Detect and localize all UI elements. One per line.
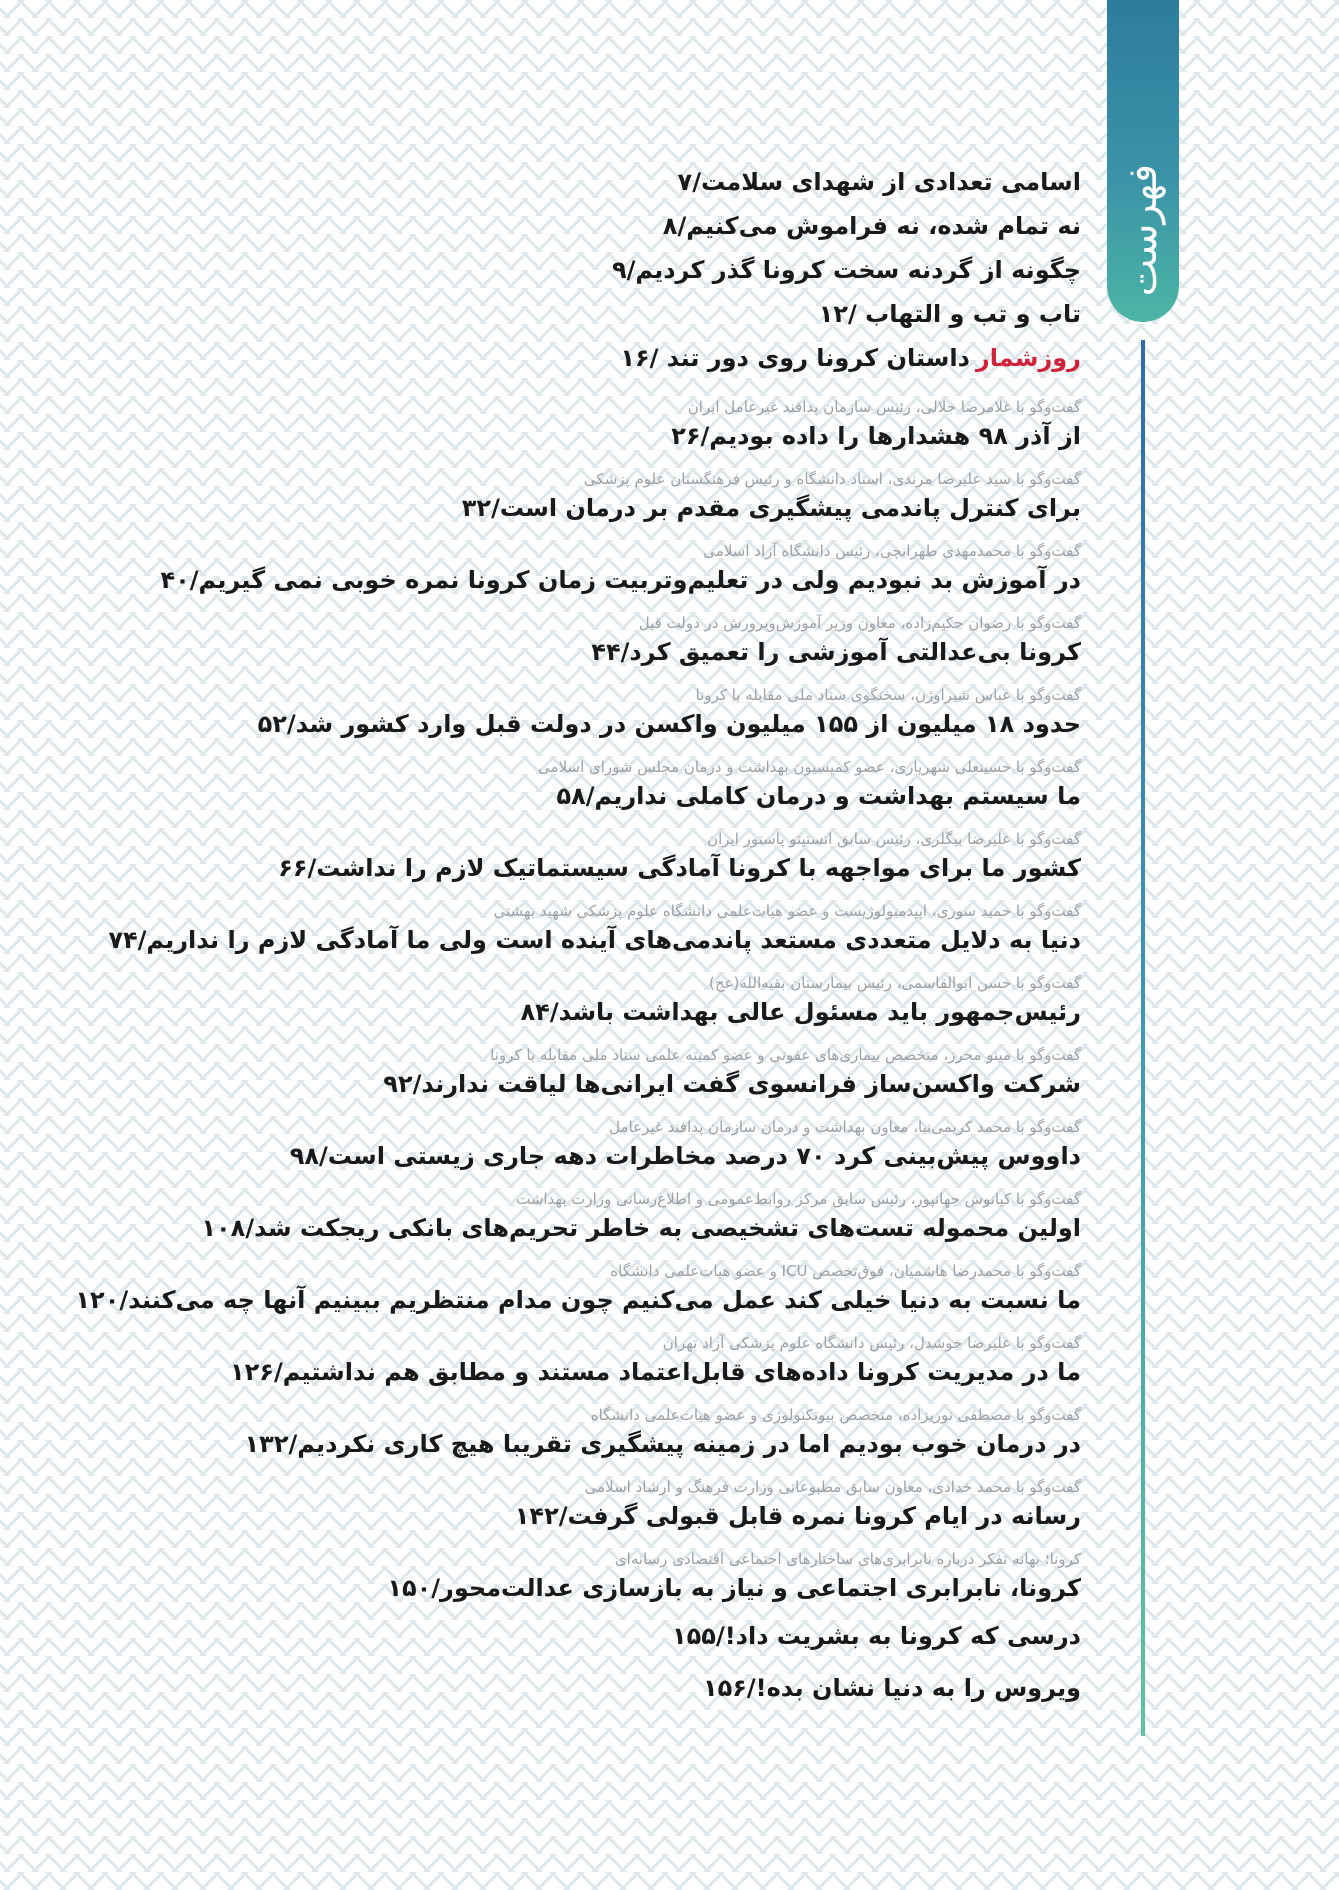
toc-entry-subtitle: گفت‌وگو با مصطفی نوریزاده، متخصص بیوتکنولوژی و عضو هیات‌علمی دانشگاه: [590, 1406, 1081, 1424]
toc-entry-title-text: کرونا بی‌عدالتی آموزشی را تعمیق کرد/۴۴: [591, 638, 1081, 666]
vertical-rule: [1141, 340, 1145, 1736]
toc-entry[interactable]: [281, 204, 1081, 248]
toc-entry-title: [281, 292, 1081, 336]
toc-entry-title-text: درسی که کرونا به بشریت داد!/۱۵۵: [671, 1622, 1081, 1650]
toc-entry[interactable]: [281, 396, 1081, 454]
toc-entry-subtitle: گفت‌وگو با رضوان حکیم‌زاده، معاون وزیر آموزش‌وپرورش در دولت قبل: [638, 614, 1081, 632]
toc-entry-title: [281, 1570, 1081, 1606]
toc-entry-title-text: چگونه از گردنه سخت کرونا گذر کردیم/۹: [611, 256, 1081, 284]
toc-entry-title-text: نه تمام شده، نه فراموش می‌کنیم/۸: [662, 212, 1081, 240]
toc-entry-title: [281, 1498, 1081, 1534]
toc-entry-title-text: داووس پیش‌بینی کرد ۷۰ درصد مخاطرات دهه جاری زیستی است/۹۸: [289, 1142, 1081, 1170]
toc-entry[interactable]: [281, 160, 1081, 204]
toc-entry-title-text: ما سیستم بهداشت و درمان کاملی نداریم/۵۸: [556, 782, 1081, 810]
toc-entry-subtitle: گفت‌وگو با حسن ابوالقاسمی، رئیس بیمارستان بقیه‌الله(عج): [709, 974, 1081, 992]
toc-entry-title-text: در آموزش بد نبودیم ولی در تعلیم‌وتربیت زمان کرونا نمره خوبی نمی گیریم/۴۰: [160, 566, 1081, 594]
toc-entry[interactable]: [281, 1044, 1081, 1102]
toc-entry-title: [281, 1666, 1081, 1710]
toc-entry-title: [281, 204, 1081, 248]
toc-entry-subtitle: گفت‌وگو با عباس شیراوژن، سخنگوی ستاد ملی مقابله با کرونا: [695, 686, 1081, 704]
toc-entry-title: [257, 706, 1081, 742]
toc-entry[interactable]: [281, 1666, 1081, 1710]
toc-entry-title: [281, 994, 1081, 1030]
toc-entry[interactable]: [278, 828, 1081, 886]
toc-entry-title-text: از آذر ۹۸ هشدارها را داده بودیم/۲۶: [671, 422, 1081, 450]
toc-entry[interactable]: [108, 900, 1081, 958]
toc-entry-title-text: رسانه در ایام کرونا نمره قابل قبولی گرفت/۱۴۲: [514, 1502, 1081, 1530]
toc-entry[interactable]: [281, 1116, 1081, 1174]
toc-entry-subtitle: گفت‌وگو با کیانوش جهانپور، رئیس سابق مرکز روابط‌عمومی و اطلاع‌رسانی وزارت بهداشت: [516, 1190, 1081, 1208]
toc-entry-title: [230, 1354, 1081, 1390]
toc-entry[interactable]: [281, 248, 1081, 292]
toc-entry-keyword: روزشمار: [975, 344, 1081, 372]
toc-entry[interactable]: [230, 1332, 1081, 1390]
toc-entry-title-text: رئیس‌جمهور باید مسئول عالی بهداشت باشد/۸۴: [520, 998, 1081, 1026]
toc-entry-title: [281, 634, 1081, 670]
toc-entry[interactable]: [281, 612, 1081, 670]
toc-entry-title-text: تاب و تب و التهاب /۱۲: [818, 300, 1081, 328]
toc-entry[interactable]: [160, 540, 1081, 598]
toc-entry[interactable]: [281, 756, 1081, 814]
toc-entry-subtitle: گفت‌وگو با حمید سوری، اپیدمیولوژیست و عضو هیات‌علمی دانشگاه علوم پزشکی شهید بهشتی: [493, 902, 1081, 920]
toc-entry[interactable]: [244, 1404, 1081, 1462]
side-tab-label: فهرست: [1120, 163, 1166, 296]
toc-entry-title-text: شرکت واکسن‌ساز فرانسوی گفت ایرانی‌ها لیاقت ندارند/۹۲: [383, 1070, 1081, 1098]
toc-entry-title-text: داستان کرونا روی دور تند /۱۶: [620, 344, 970, 372]
toc-entry-subtitle: گفت‌وگو با محمدمهدی طهرانچی، رئیس دانشگاه آزاد اسلامی: [703, 542, 1081, 560]
toc-entry-title: [281, 1614, 1081, 1658]
toc-entry[interactable]: [281, 1614, 1081, 1658]
toc-entry-title-text: حدود ۱۸ میلیون از ۱۵۵ میلیون واکسن در دولت قبل وارد کشور شد/۵۲: [257, 710, 1081, 738]
toc-entry[interactable]: [281, 972, 1081, 1030]
toc-entry-subtitle: گفت‌وگو با علیرضا بیگلری، رئیس سابق انستیتو پاستور ایران: [707, 830, 1081, 848]
toc-entry-title-text: در درمان خوب بودیم اما در زمینه پیشگیری تقریبا هیچ کاری نکردیم/۱۳۲: [244, 1430, 1081, 1458]
toc-entry-subtitle: گفت‌وگو با غلامرضا جلالی، رئیس سازمان پدافند غیرعامل ایران: [687, 398, 1081, 416]
toc-entry-title: [281, 336, 1081, 380]
toc-entry-title: [281, 1138, 1081, 1174]
toc-entry-subtitle: گفت‌وگو با حسینعلی شهریاری، عضو کمیسیون بهداشت و درمان مجلس شورای اسلامی: [538, 758, 1081, 776]
toc-entry[interactable]: [75, 1260, 1081, 1318]
toc-entry[interactable]: [281, 292, 1081, 336]
toc-entry-title: [281, 248, 1081, 292]
toc-entry-title-text: کرونا، نابرابری اجتماعی و نیاز به بازسازی عدالت‌محور/۱۵۰: [387, 1574, 1081, 1602]
toc-entry-title-text: دنیا به دلایل متعددی مستعد پاندمی‌های آینده است ولی ما آمادگی لازم را نداریم/۷۴: [108, 926, 1081, 954]
toc-entry-title: [278, 850, 1081, 886]
toc-entry-title: [281, 490, 1081, 526]
toc-entry-title: [281, 160, 1081, 204]
toc-entry[interactable]: [281, 1548, 1081, 1606]
toc-entry[interactable]: [281, 336, 1081, 380]
toc-entry-subtitle: گفت‌وگو با محمد کریمی‌نیا، معاون بهداشت و درمان سازمان پدافند غیرعامل: [609, 1118, 1081, 1136]
toc-entry-title-text: اسامی تعدادی از شهدای سلامت/۷: [677, 168, 1081, 196]
toc-entry-title-text: ویروس را به دنیا نشان بده!/۱۵۶: [702, 1674, 1081, 1702]
toc-entry-title: [244, 1426, 1081, 1462]
toc-entry-title: [281, 418, 1081, 454]
toc-entry[interactable]: [257, 684, 1081, 742]
toc-entry[interactable]: [281, 1476, 1081, 1534]
toc-entry-title-text: ما نسبت به دنیا خیلی کند عمل می‌کنیم چون مدام منتظریم ببینیم آنها چه می‌کنند/۱۲۰: [75, 1286, 1081, 1314]
table-of-contents: [75, 160, 1081, 1710]
toc-entry-subtitle: گفت‌وگو با سید علیرضا مرندی، استاد دانشگاه و رئیس فرهنگستان علوم پزشکی: [583, 470, 1081, 488]
toc-entry-subtitle: گفت‌وگو با علیرضا خوشدل، رئیس دانشگاه علوم پزشکی آزاد تهران: [662, 1334, 1081, 1352]
toc-entry-title: [201, 1210, 1081, 1246]
toc-entry-subtitle: گفت‌وگو با محمد خدادی، معاون سابق مطبوعاتی وزارت فرهنگ و ارشاد اسلامی: [584, 1478, 1081, 1496]
toc-entry-title: [281, 1066, 1081, 1102]
toc-entry-subtitle: گفت‌وگو با مینو محرز، متخصص بیماری‌های عفونی و عضو کمیته علمی ستاد ملی مقابله با کرونا: [490, 1046, 1081, 1064]
toc-entry-title: [108, 922, 1081, 958]
toc-entry-subtitle: گفت‌وگو با محمدرضا هاشمیان، فوق‌تخصص ICU و عضو هیات‌علمی دانشگاه: [610, 1262, 1081, 1280]
toc-entry-subtitle: کرونا؛ بهانه تفکر درباره نابرابری‌های ساختارهای اجتماعی اقتصادی رسانه‌ای: [614, 1550, 1081, 1568]
side-tab: [1107, 0, 1179, 322]
toc-entry[interactable]: [201, 1188, 1081, 1246]
toc-entry-title: [160, 562, 1081, 598]
toc-entry-title-text: ما در مدیریت کرونا داده‌های قابل‌اعتماد مستند و مطابق هم نداشتیم/۱۲۶: [230, 1358, 1081, 1386]
toc-entry[interactable]: [281, 468, 1081, 526]
toc-entry-title: [281, 778, 1081, 814]
toc-entry-title-text: برای کنترل پاندمی پیشگیری مقدم بر درمان است/۳۲: [461, 494, 1081, 522]
toc-entry-title: [75, 1282, 1081, 1318]
toc-entry-title-text: کشور ما برای مواجهه با کرونا آمادگی سیستماتیک لازم را نداشت/۶۶: [278, 854, 1081, 882]
toc-entry-title-text: اولین محموله تست‌های تشخیصی به خاطر تحریم‌های بانکی ریجکت شد/۱۰۸: [201, 1214, 1081, 1242]
